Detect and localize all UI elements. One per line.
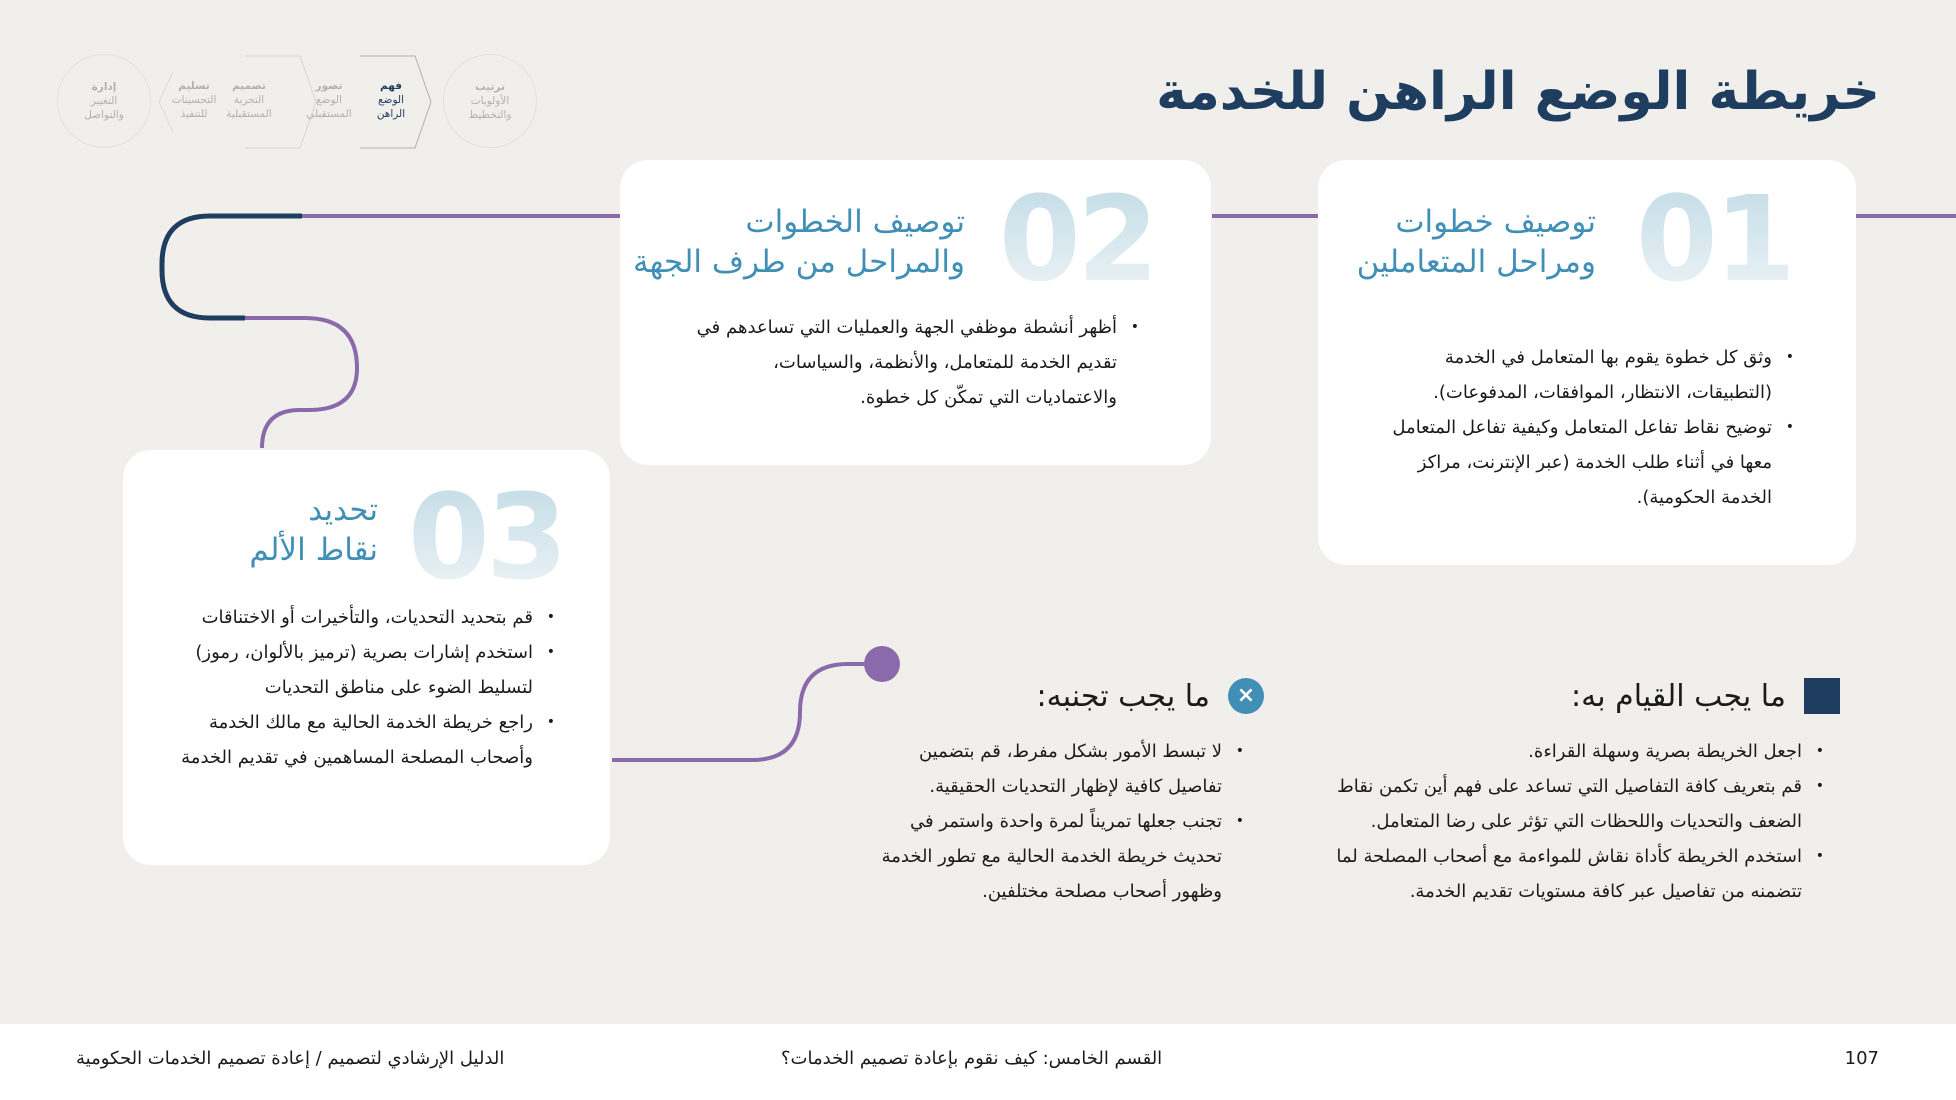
phase-label: فهم [379, 80, 403, 92]
bullet-item: • قم بتعريف كافة التفاصيل التي تساعد على فهم أين تكمن نقاط الضعف والتحديات واللحظات التي تؤثر على رضا المتعامل. [1324, 769, 1824, 839]
bullet-item: • وثق كل خطوة يقوم بها المتعامل في الخدمة (التطبيقات، الانتظار، الموافقات، المدفوعات). [1384, 340, 1794, 410]
phase-prioritization[interactable] [443, 54, 537, 148]
step-title [1357, 202, 1596, 282]
bullet-item: • استخدم الخريطة كأداة نقاش للمواءمة مع أصحاب المصلحة لما تتضمنه من تفاصيل عبر كافة مستويات تقديم الخدمة. [1324, 839, 1824, 909]
bullet-item: • استخدم إشارات بصرية (ترميز بالألوان، رموز) لتسليط الضوء على مناطق التحديات [165, 635, 555, 705]
phase-future-state[interactable] [283, 54, 375, 146]
avoid-bullets [874, 734, 1244, 909]
avoid-heading [1037, 678, 1264, 714]
phase-label: والتخطيط [468, 109, 512, 121]
bullet-item: • راجع خريطة الخدمة الحالية مع مالك الخدمة وأصحاب المصلحة المساهمين في تقديم الخدمة [165, 705, 555, 775]
x-circle-icon: × [1228, 678, 1264, 714]
step-bullets [165, 600, 555, 775]
step-title-line: توصيف الخطوات [745, 204, 965, 240]
phase-label: الوضع [377, 94, 405, 106]
footer-guide-title: الدليل الإرشادي لتصميم / إعادة تصميم الخدمات الحكومية [76, 1048, 505, 1069]
footer-section: القسم الخامس: كيف نقوم بإعادة تصميم الخدمات؟ [781, 1048, 1163, 1069]
phase-label: الراهن [376, 108, 406, 120]
step-bullets [1384, 340, 1794, 515]
bullet-item: • أظهر أنشطة موظفي الجهة والعمليات التي تساعدهم في تقديم الخدمة للمتعامل، والأنظمة، والسياسات، والاعتماديات التي تمكّن كل خطوة. [694, 310, 1139, 415]
step-title [633, 202, 965, 282]
page-number: 107 [1844, 1048, 1879, 1069]
step-number: 03 [407, 468, 564, 606]
phase-label: تصور [315, 80, 343, 92]
phase-label: ترتيب [475, 81, 505, 93]
bullet-item: • لا تبسط الأمور بشكل مفرط، قم بتضمين تفاصيل كافية لإظهار التحديات الحقيقية. [874, 734, 1244, 804]
do-heading [1571, 678, 1840, 714]
phase-label: المستقبلية [226, 108, 272, 120]
phase-label: الأولويات [470, 95, 510, 107]
step-card-01 [1318, 160, 1856, 565]
step-number: 01 [1635, 170, 1792, 308]
phase-label: تصميم [232, 80, 266, 92]
avoid-heading-text: ما يجب تجنبه: [1036, 678, 1210, 714]
phase-label: الوضع [315, 94, 343, 106]
step-bullets [694, 310, 1139, 415]
bullet-item: • تجنب جعلها تمريناً لمرة واحدة واستمر في تحديث خريطة الخدمة الحالية مع تطور الخدمة وظهور أصحاب مصلحة مختلفين. [874, 804, 1244, 909]
phase-label: المستقبلي [306, 108, 352, 120]
phase-label: للتنفيذ [180, 108, 208, 120]
step-number: 02 [998, 170, 1155, 308]
phase-label: إدارة [91, 81, 117, 93]
phase-change-management[interactable] [57, 54, 151, 148]
do-bullets [1324, 734, 1824, 909]
step-title-line: ومراحل المتعاملين [1356, 244, 1596, 280]
connector-endpoint-dot [864, 646, 900, 682]
page-title: خريطة الوضع الراهن للخدمة [1156, 62, 1880, 122]
phase-label: التغيير [90, 95, 118, 107]
phase-delivery[interactable] [148, 54, 240, 146]
phase-label: تسليم [178, 80, 210, 92]
step-card-02 [620, 160, 1211, 465]
step-title-line: تحديد [308, 492, 378, 528]
bullet-item: • قم بتحديد التحديات، والتأخيرات أو الاختناقات [165, 600, 555, 635]
bullet-item: • توضيح نقاط تفاعل المتعامل وكيفية تفاعل المتعامل معها في أثناء طلب الخدمة (عبر الإنترنت، مراكز الخدمة الحكومية). [1384, 410, 1794, 515]
phase-label: التحسينات [171, 94, 217, 106]
phase-label: والتواصل [84, 109, 124, 121]
phase-stepper [55, 52, 535, 157]
phase-label: التجربة [233, 94, 265, 106]
do-heading-text: ما يجب القيام به: [1571, 678, 1786, 714]
bullet-item: • اجعل الخريطة بصرية وسهلة القراءة. [1324, 734, 1824, 769]
step-title-line: نقاط الألم [249, 532, 378, 568]
step-title-line: توصيف خطوات [1395, 204, 1596, 240]
page-footer [0, 1024, 1956, 1100]
step-title [249, 490, 378, 570]
square-icon [1804, 678, 1840, 714]
step-title-line: والمراحل من طرف الجهة [633, 244, 965, 280]
step-card-03 [123, 450, 610, 865]
